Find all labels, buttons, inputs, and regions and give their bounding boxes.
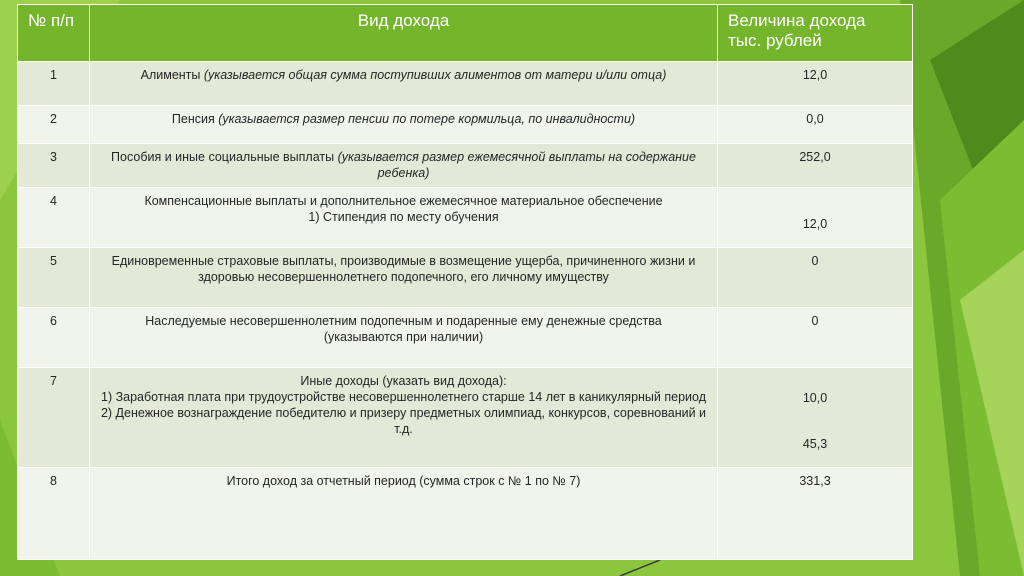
row-description: Итого доход за отчетный период (сумма строк с № 1 по № 7) [90,468,718,560]
header-income-type: Вид дохода [90,5,718,62]
row-number: 4 [18,188,90,248]
table-row [18,188,913,248]
row-value-2: 45,3 [802,437,828,451]
row-description [90,308,718,368]
row-line3: 2) Денежное вознаграждение победителю и призеру предметных олимпиад, конкурсов, соревнований и т.д. [100,406,707,436]
row-number: 6 [18,308,90,368]
income-table [17,4,913,560]
header-value-line2: тыс. рублей [728,31,822,50]
row-number: 5 [18,248,90,308]
row-value: 12,0 [718,188,913,248]
row-value: 252,0 [718,144,913,188]
row-main-text: Пенсия [171,112,219,126]
header-number: № п/п [18,5,90,62]
row-line2: 1) Заработная плата при трудоустройстве несовершеннолетнего старше 14 лет в каникулярный период [101,390,706,404]
row-line1: Иные доходы (указать вид дохода): [300,374,507,388]
row-description [90,368,718,468]
row-value: 12,0 [718,62,913,106]
row-value: 331,3 [718,468,913,560]
table-row [18,248,913,308]
row-line1: Компенсационные выплаты и дополнительное ежемесячное материальное обеспечение [144,194,663,208]
row-number: 3 [18,144,90,188]
row-value: 0 [718,308,913,368]
row-description [90,106,718,144]
row-note: (указывается общая сумма поступивших алиментов от матери и/или отца) [203,68,667,82]
table-row [18,368,913,468]
table-row [18,106,913,144]
row-note: (указывается размер пенсии по потере кормильца, по инвалидности) [218,112,636,126]
row-value: 0 [718,248,913,308]
row-line2: (указываются при наличии) [323,330,484,344]
table-row [18,62,913,106]
row-line1: Наследуемые несовершеннолетним подопечным и подаренные ему денежные средства [145,314,662,328]
row-line2: 1) Стипендия по месту обучения [308,210,499,224]
row-description: Единовременные страховые выплаты, производимые в возмещение ущерба, причиненного жизни и здоровью несовершеннолетнего подопечного, его личному имуществу [90,248,718,308]
row-number: 2 [18,106,90,144]
header-income-value [718,5,913,62]
header-value-line1: Величина дохода [728,11,866,30]
row-description [90,144,718,188]
row-number: 1 [18,62,90,106]
row-description [90,62,718,106]
row-value: 0,0 [718,106,913,144]
table-row [18,144,913,188]
row-values [718,368,913,468]
row-number: 7 [18,368,90,468]
table-row [18,468,913,560]
income-table-panel [17,4,912,559]
row-number: 8 [18,468,90,560]
table-row [18,308,913,368]
table-header-row [18,5,913,62]
row-note: (указывается размер ежемесячной выплаты на содержание ребенка) [337,150,696,180]
row-main-text: Алименты [140,68,204,82]
row-main-text: Пособия и иные социальные выплаты [111,150,338,164]
row-value-1: 10,0 [802,391,828,405]
row-description [90,188,718,248]
